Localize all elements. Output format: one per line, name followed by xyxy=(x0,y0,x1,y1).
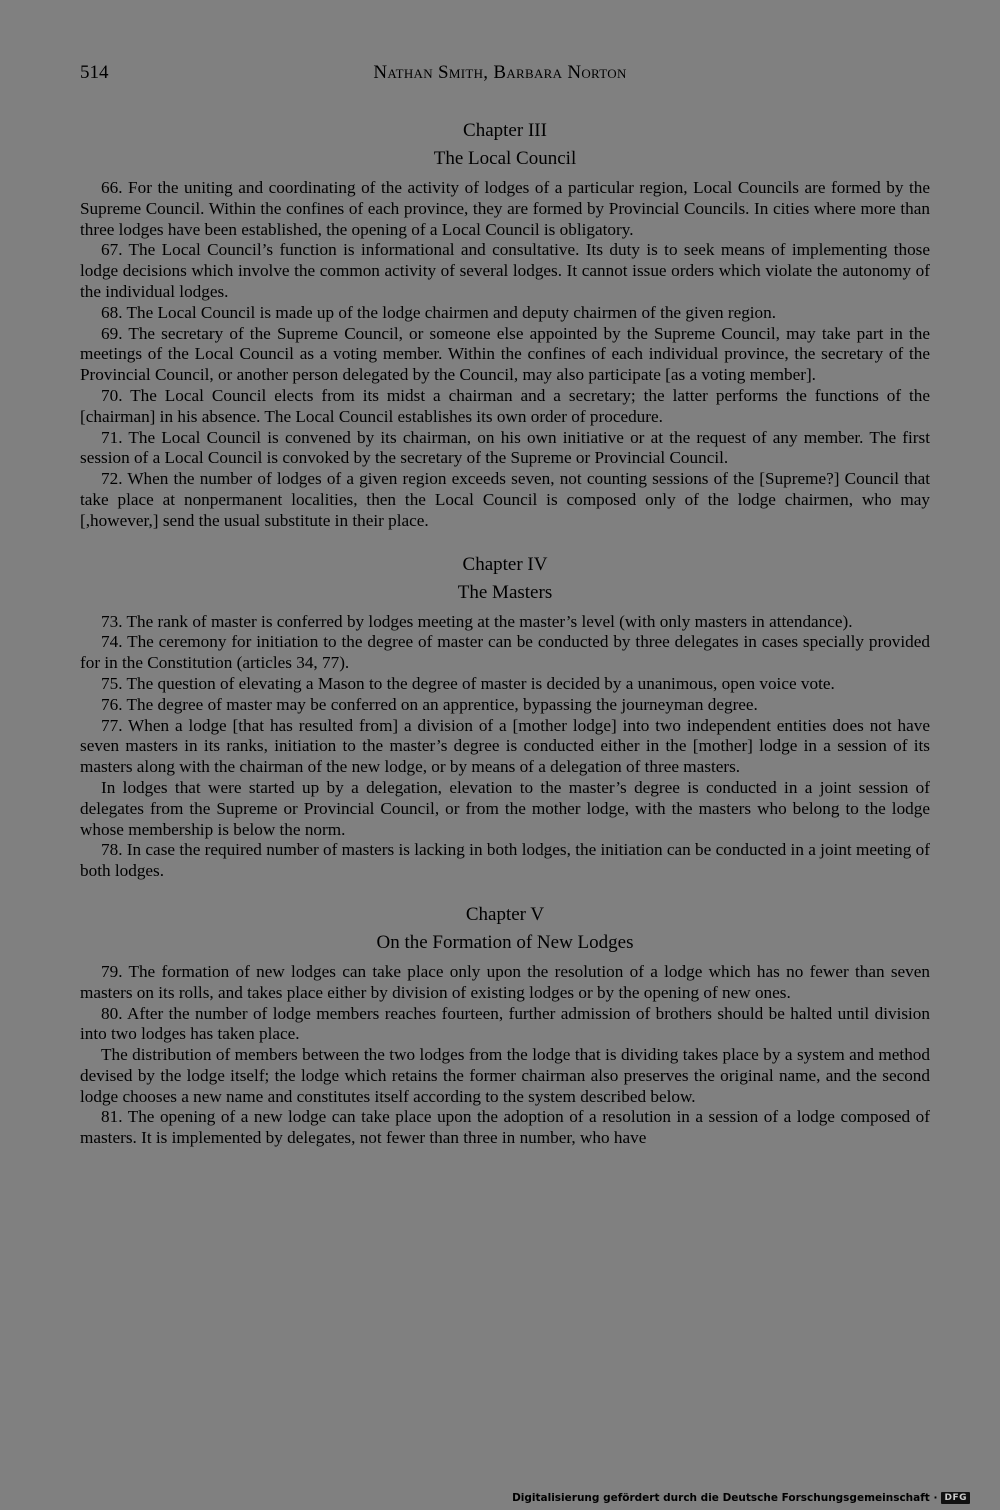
chapter-title: Chapter V xyxy=(465,903,545,925)
chapter-subtitle: The Masters xyxy=(457,581,553,603)
chapter-subtitle: The Local Council xyxy=(433,148,577,169)
paragraph: 74. The ceremony for initiation to the degree of master can be conducted by three delegates in cases specially provided for in the Constitution (articles 34, 77). xyxy=(80,632,930,673)
paragraph: 69. The secretary of the Supreme Council, or someone else appointed by the Supreme Council, may take part in the meetings of the Local Council as a voting member. Within the confines of each individual province, the secretary of the Provincial Council, or another person delegated by the Council, may also participate [as a voting member]. xyxy=(80,323,930,385)
paragraph: 80. After the number of lodge members reaches fourteen, further admission of brothers should be halted until division into two lodges has taken place. xyxy=(80,1003,930,1044)
chapter-title: Chapter III xyxy=(463,120,547,141)
paragraph: 71. The Local Council is convened by its chairman, on his own initiative or at the request of any member. The first session of a Local Council is convoked by the secretary of the Supreme or Provincial Council. xyxy=(80,427,930,468)
paragraph: 68. The Local Council is made up of the lodge chairmen and deputy chairmen of the given region. xyxy=(101,302,777,322)
paragraph: 81. The opening of a new lodge can take place upon the adoption of a resolution in a session of a lodge composed of masters. It is implemented by delegates, not fewer than three in number, who have xyxy=(80,1107,930,1148)
dfg-logo: DFG xyxy=(941,1492,970,1504)
paragraph: 72. When the number of lodges of a given region exceeds seven, not counting sessions of the [Supreme?] Council that take place at nonpermanent localities, then the Local Council is composed only of the lodge chairmen, who may [,however,] send the usual substitute in their place. xyxy=(80,469,930,530)
paragraph: 66. For the uniting and coordinating of the activity of lodges of a particular region, Local Councils are formed by the Supreme Council. Within the confines of each province, they are formed by Provincial Councils. In cities where more than three lodges have been established, the opening of a Local Council is obligatory. xyxy=(80,178,930,239)
chapter-title: Chapter IV xyxy=(462,553,548,575)
chapter-section xyxy=(80,904,930,1149)
footer-text: Digitalisierung gefördert durch die Deutsche Forschungsgemeinschaft · xyxy=(512,1492,938,1504)
running-head: Nathan Smith, Barbara Norton xyxy=(373,62,627,83)
paragraph: 76. The degree of master may be conferred on an apprentice, bypassing the journeyman degree. xyxy=(101,694,758,714)
paragraph: 77. When a lodge [that has resulted from] a division of a [mother lodge] into two independent entities does not have seven masters in its ranks, initiation to the master’s degree is conducted either in the [mother] lodge in a session of its masters along with the chairman of the new lodge, or by means of a delegation of three masters. xyxy=(80,715,930,777)
chapter-section xyxy=(80,554,930,882)
digitization-footer xyxy=(512,1492,970,1504)
paragraph: 79. The formation of new lodges can take place only upon the resolution of a lodge which has no fewer than seven masters on its rolls, and takes place either by division of existing lodges or by the opening of new ones. xyxy=(80,961,930,1002)
paragraph: 75. The question of elevating a Mason to the degree of master is decided by a unanimous, open voice vote. xyxy=(101,673,835,693)
page-number: 514 xyxy=(80,62,109,83)
paragraph: 73. The rank of master is conferred by lodges meeting at the master’s level (with only masters in attendance). xyxy=(101,611,853,631)
chapter-subtitle: On the Formation of New Lodges xyxy=(376,931,634,953)
chapter-section xyxy=(80,120,930,532)
paragraph: 70. The Local Council elects from its midst a chairman and a secretary; the latter performs the functions of the [chairman] in his absence. The Local Council establishes its own order of procedure. xyxy=(80,385,930,426)
paragraph: 78. In case the required number of masters is lacking in both lodges, the initiation can be conducted in a joint meeting of both lodges. xyxy=(80,840,930,881)
document-body xyxy=(80,120,930,1149)
paragraph: The distribution of members between the two lodges from the lodge that is dividing takes place by a system and method devised by the lodge itself; the lodge which retains the former chairman also preserves the original name, and the second lodge chooses a new name and constitutes itself according to the system described below. xyxy=(80,1045,930,1106)
paragraph: 67. The Local Council’s function is informational and consultative. Its duty is to seek means of implementing those lodge decisions which involve the common activity of several lodges. It cannot issue orders which violate the autonomy of the individual lodges. xyxy=(80,240,930,301)
paragraph: In lodges that were started up by a delegation, elevation to the master’s degree is conducted in a joint session of delegates from the Supreme or Provincial Council, or from the mother lodge, with the masters who belong to the lodge whose membership is below the norm. xyxy=(80,777,930,839)
